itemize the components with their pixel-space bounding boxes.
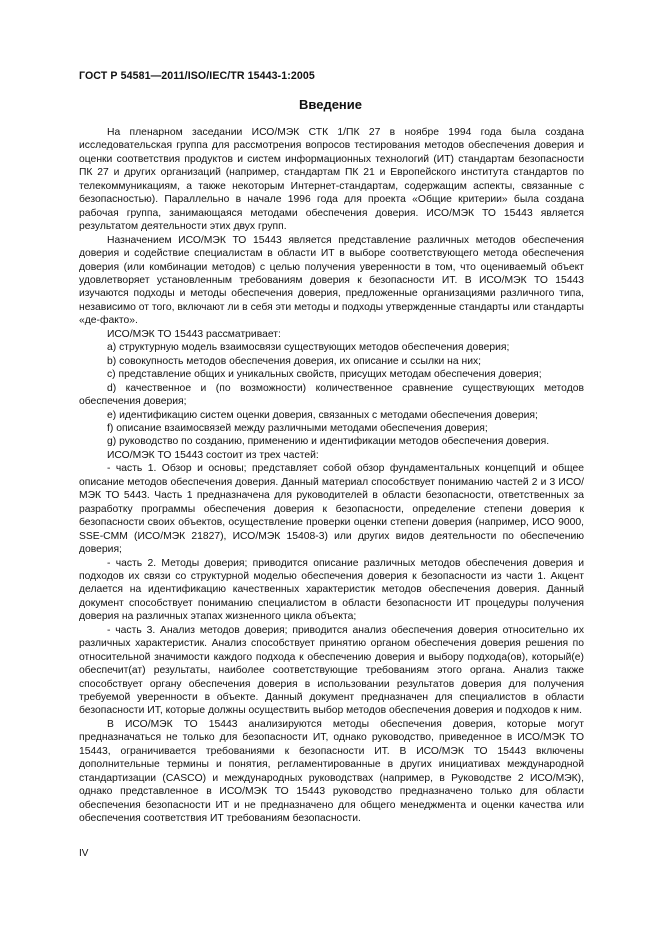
list-item-a: a) структурную модель взаимосвязи существующих методов обеспечения доверия; <box>107 342 510 354</box>
list-item-c: c) представление общих и уникальных свойств, присущих методам обеспечения доверия; <box>107 369 542 381</box>
list-item-d: d) качественное и (по возможности) количественное сравнение существующих методов обеспечения доверия; <box>79 382 584 408</box>
document-body <box>79 126 584 826</box>
list-item-f: f) описание взаимосвязей между различными методами обеспечения доверия; <box>107 422 488 434</box>
paragraph-purpose: Назначением ИСО/МЭК ТО 15443 является представление различных методов обеспечения доверия и содействие специалистам в области ИТ в выборе соответствующего метода обеспечения доверия (или комбинации методов) с целью получения уверенности в том, что оцениваемый объект удовлетворяет установленным требованиям доверия к безопасности ИТ. В ИСО/МЭК ТО 15443 изучаются подходы и методы обеспечения доверия, предложенные организациями различного типа, независимо от того, включают ли в себя эти методы и подходы утвержденные стандарты или стандарты «де-факто». <box>79 234 584 327</box>
paragraph-parts: ИСО/МЭК ТО 15443 состоит из трех частей: <box>107 449 319 461</box>
page-number: IV <box>79 848 89 859</box>
section-title: Введение <box>299 97 362 112</box>
paragraph-scope: В ИСО/МЭК ТО 15443 анализируются методы обеспечения доверия, которые могут предназначаться не только для безопасности ИТ, однако руководство, приведенное в ИСО/МЭК ТО 15443, ограничивается требованиями к безопасности ИТ. В ИСО/МЭК ТО 15443 включены дополнительные термины и понятия, регламентированные в других инициативах международной стандартизации (CASCO) и международных руководствах (например, в Руководстве 2 ИСО/МЭК), однако представленное в ИСО/МЭК ТО 15443 руководство предназначено только для области обеспечения безопасности ИТ и не предназначено для общего менеджмента и оценки качества или обеспечения соответствия ИТ требованиям безопасности. <box>79 718 584 825</box>
paragraph-considers: ИСО/МЭК ТО 15443 рассматривает: <box>107 328 281 340</box>
paragraph-intro: На пленарном заседании ИСО/МЭК СТК 1/ПК 27 в ноябре 1994 года была создана исследовательская группа для рассмотрения вопросов тестирования методов обеспечения доверия и оценки соответствия продуктов и систем информационных технологий (ИТ) стандартам безопасности ПК 27 и других организаций (например, стандартам ПК 21 и Европейского института стандартов по телекоммуникациям, а также некоторым Интернет-стандартам, содержащим аспекты, связанные с безопасностью). Параллельно в начале 1996 года для проекта «Общие критерии» была создана рабочая группа, занимающаяся методами обеспечения доверия. ИСО/МЭК ТО 15443 является результатом деятельности этих двух групп. <box>79 127 584 233</box>
list-item-b: b) совокупность методов обеспечения доверия, их описание и ссылки на них; <box>107 355 482 367</box>
paragraph-part-3: - часть 3. Анализ методов доверия; приводится анализ обеспечения доверия относительно их различных характеристик. Анализ способствует принятию органом обеспечения доверия решения по относительной значимости каждого подхода к обеспечению доверия и выбору подхода(ов), который(е) обеспечит(ат) результаты, наиболее соответствующие требованиям этого органа. Анализ также способствует органу обеспечения доверия в использовании результатов доверия для получения требуемой уверенности в объекте. Данный документ предназначен для специалистов в области безопасности ИТ, которые должны осуществить выбор методов обеспечения доверия и подходов к ним. <box>79 624 584 717</box>
document-header: ГОСТ Р 54581—2011/ISO/IEC/TR 15443-1:2005 <box>79 70 315 82</box>
paragraph-part-1: - часть 1. Обзор и основы; представляет собой обзор фундаментальных концепций и общее описание методов обеспечения доверия. Данный материал способствует пониманию частей 2 и 3 ИСО/МЭК ТО 5443. Часть 1 предназначена для руководителей в области безопасности, ответственных за разработку программы обеспечения доверия к безопасности, определение степени доверия к безопасности своих объектов, осуществление проверки оценки степени доверия (например, ИСО 9000, SSE-CMM (ИСО/МЭК 21827), ИСО/МЭК 15408-3) или других видов деятельности по обеспечению доверия; <box>79 463 584 556</box>
list-item-g: g) руководство по созданию, применению и идентификации методов обеспечения доверия. <box>107 436 550 448</box>
list-item-e: e) идентификацию систем оценки доверия, связанных с методами обеспечения доверия; <box>107 409 538 421</box>
paragraph-part-2: - часть 2. Методы доверия; приводится описание различных методов обеспечения доверия и подходов их связи со структурной моделью обеспечения доверия к безопасности из части 1. Акцент делается на идентификацию качественных характеристик методов обеспечения доверия. Данный документ способствует пониманию специалистом в области безопасности ИТ процедуры получения доверия на различных этапах жизненного цикла объекта; <box>79 557 584 623</box>
